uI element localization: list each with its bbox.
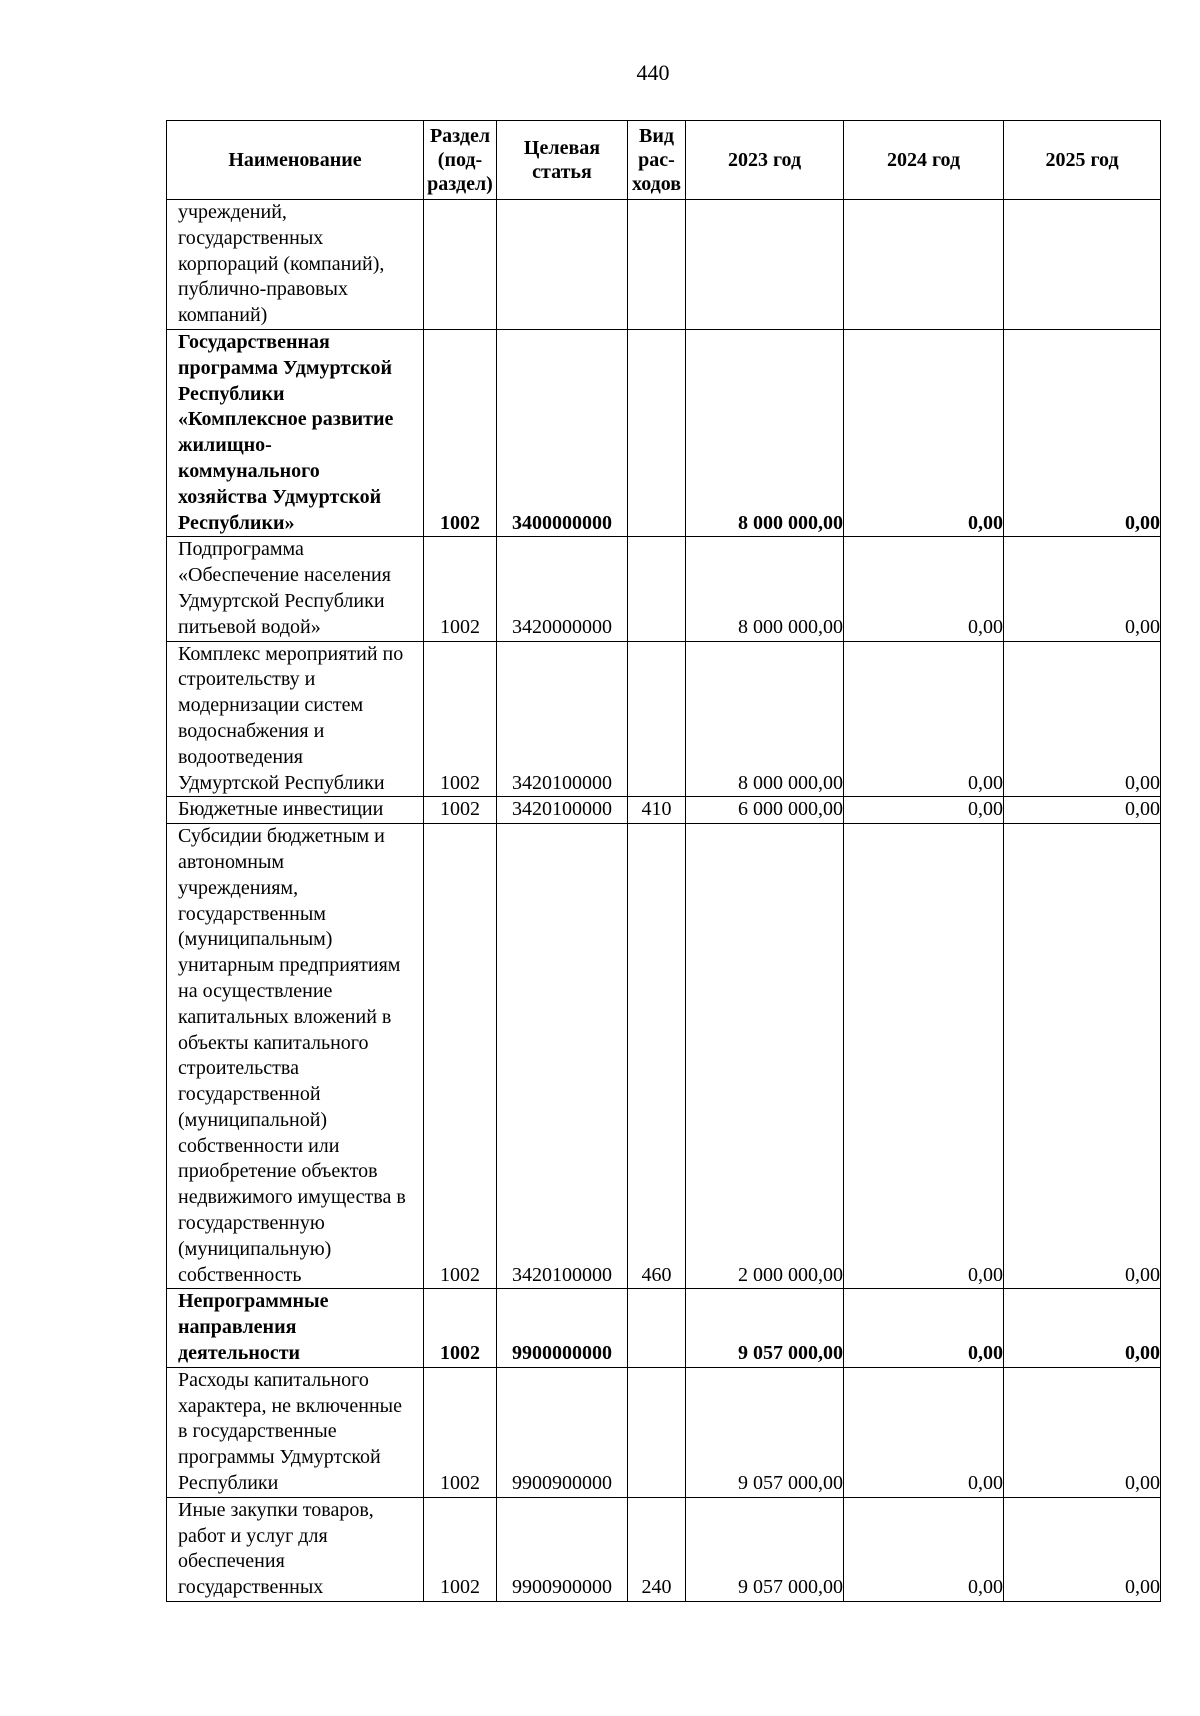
row-target-article — [497, 200, 628, 330]
row-target-article: 3420100000 — [497, 797, 628, 824]
header-name: Наименование — [167, 121, 424, 200]
row-razdel: 1002 — [424, 1497, 497, 1601]
table-row — [167, 537, 1161, 641]
row-2025: 0,00 — [1004, 537, 1161, 641]
budget-table — [166, 120, 1161, 1602]
row-2024: 0,00 — [844, 797, 1004, 824]
row-2023: 8 000 000,00 — [686, 537, 844, 641]
row-2025: 0,00 — [1004, 329, 1161, 536]
row-expense-type: 410 — [628, 797, 686, 824]
row-razdel: 1002 — [424, 537, 497, 641]
table-row — [167, 824, 1161, 1289]
row-name: Подпрограмма «Обеспечение населения Удмуртской Республики питьевой водой» — [167, 537, 424, 641]
table-row — [167, 1289, 1161, 1367]
row-2025: 0,00 — [1004, 1497, 1161, 1601]
row-target-article: 3420000000 — [497, 537, 628, 641]
row-expense-type — [628, 1367, 686, 1497]
row-name: Бюджетные инвестиции — [167, 797, 424, 824]
table-row — [167, 797, 1161, 824]
row-name: Иные закупки товаров, работ и услуг для обеспечения государственных — [167, 1497, 424, 1601]
table-row — [167, 1367, 1161, 1497]
row-razdel: 1002 — [424, 641, 497, 797]
row-2025: 0,00 — [1004, 1367, 1161, 1497]
row-expense-type: 460 — [628, 824, 686, 1289]
row-2024: 0,00 — [844, 1367, 1004, 1497]
table-header-row — [167, 121, 1161, 200]
table-row — [167, 1497, 1161, 1601]
row-name: Непрограммные направления деятельности — [167, 1289, 424, 1367]
row-razdel: 1002 — [424, 1289, 497, 1367]
row-target-article: 9900900000 — [497, 1367, 628, 1497]
row-2025 — [1004, 200, 1161, 330]
row-expense-type: 240 — [628, 1497, 686, 1601]
table-row — [167, 641, 1161, 797]
page-number: 440 — [636, 60, 670, 85]
row-name: Комплекс мероприятий по строительству и модернизации систем водоснабжения и водоотведения Удмуртской Республики — [167, 641, 424, 797]
row-razdel: 1002 — [424, 1367, 497, 1497]
header-2025: 2025 год — [1004, 121, 1161, 200]
header-expense-type: Вид рас-ходов — [628, 121, 686, 200]
row-razdel — [424, 200, 497, 330]
row-2023: 9 057 000,00 — [686, 1367, 844, 1497]
row-2024: 0,00 — [844, 1497, 1004, 1601]
row-razdel: 1002 — [424, 329, 497, 536]
row-name: учреждений, государственных корпораций (компаний), публично-правовых компаний) — [167, 200, 424, 330]
row-target-article: 3420100000 — [497, 641, 628, 797]
table-row — [167, 329, 1161, 536]
table-row — [167, 200, 1161, 330]
header-target-article: Целевая статья — [497, 121, 628, 200]
row-name: Расходы капитального характера, не включенные в государственные программы Удмуртской Республики — [167, 1367, 424, 1497]
row-expense-type — [628, 200, 686, 330]
header-2023: 2023 год — [686, 121, 844, 200]
row-2025: 0,00 — [1004, 797, 1161, 824]
row-2025: 0,00 — [1004, 1289, 1161, 1367]
row-2024 — [844, 200, 1004, 330]
row-2024: 0,00 — [844, 824, 1004, 1289]
row-2025: 0,00 — [1004, 641, 1161, 797]
row-2025: 0,00 — [1004, 824, 1161, 1289]
row-2023: 8 000 000,00 — [686, 641, 844, 797]
row-2023: 2 000 000,00 — [686, 824, 844, 1289]
row-razdel: 1002 — [424, 797, 497, 824]
row-target-article: 9900900000 — [497, 1497, 628, 1601]
row-2023: 6 000 000,00 — [686, 797, 844, 824]
row-expense-type — [628, 329, 686, 536]
row-target-article: 3420100000 — [497, 824, 628, 1289]
row-expense-type — [628, 1289, 686, 1367]
row-target-article: 3400000000 — [497, 329, 628, 536]
row-2024: 0,00 — [844, 641, 1004, 797]
row-razdel: 1002 — [424, 824, 497, 1289]
row-2023: 9 057 000,00 — [686, 1497, 844, 1601]
header-razdel: Раздел (под-раздел) — [424, 121, 497, 200]
row-2024: 0,00 — [844, 537, 1004, 641]
row-2024: 0,00 — [844, 329, 1004, 536]
row-2023 — [686, 200, 844, 330]
row-expense-type — [628, 537, 686, 641]
row-target-article: 9900000000 — [497, 1289, 628, 1367]
header-2024: 2024 год — [844, 121, 1004, 200]
row-expense-type — [628, 641, 686, 797]
row-2024: 0,00 — [844, 1289, 1004, 1367]
row-name: Государственная программа Удмуртской Республики «Комплексное развитие жилищно- коммунального хозяйства Удмуртской Республики» — [167, 329, 424, 536]
row-2023: 8 000 000,00 — [686, 329, 844, 536]
row-name: Субсидии бюджетным и автономным учреждениям, государственным (муниципальным) унитарным предприятиям на осуществление капитальных вложений в объекты капитального строительства государственной (муниципальной) собственности или приобретение объектов недвижимого имущества в государственную (муниципальную) собственность — [167, 824, 424, 1289]
row-2023: 9 057 000,00 — [686, 1289, 844, 1367]
